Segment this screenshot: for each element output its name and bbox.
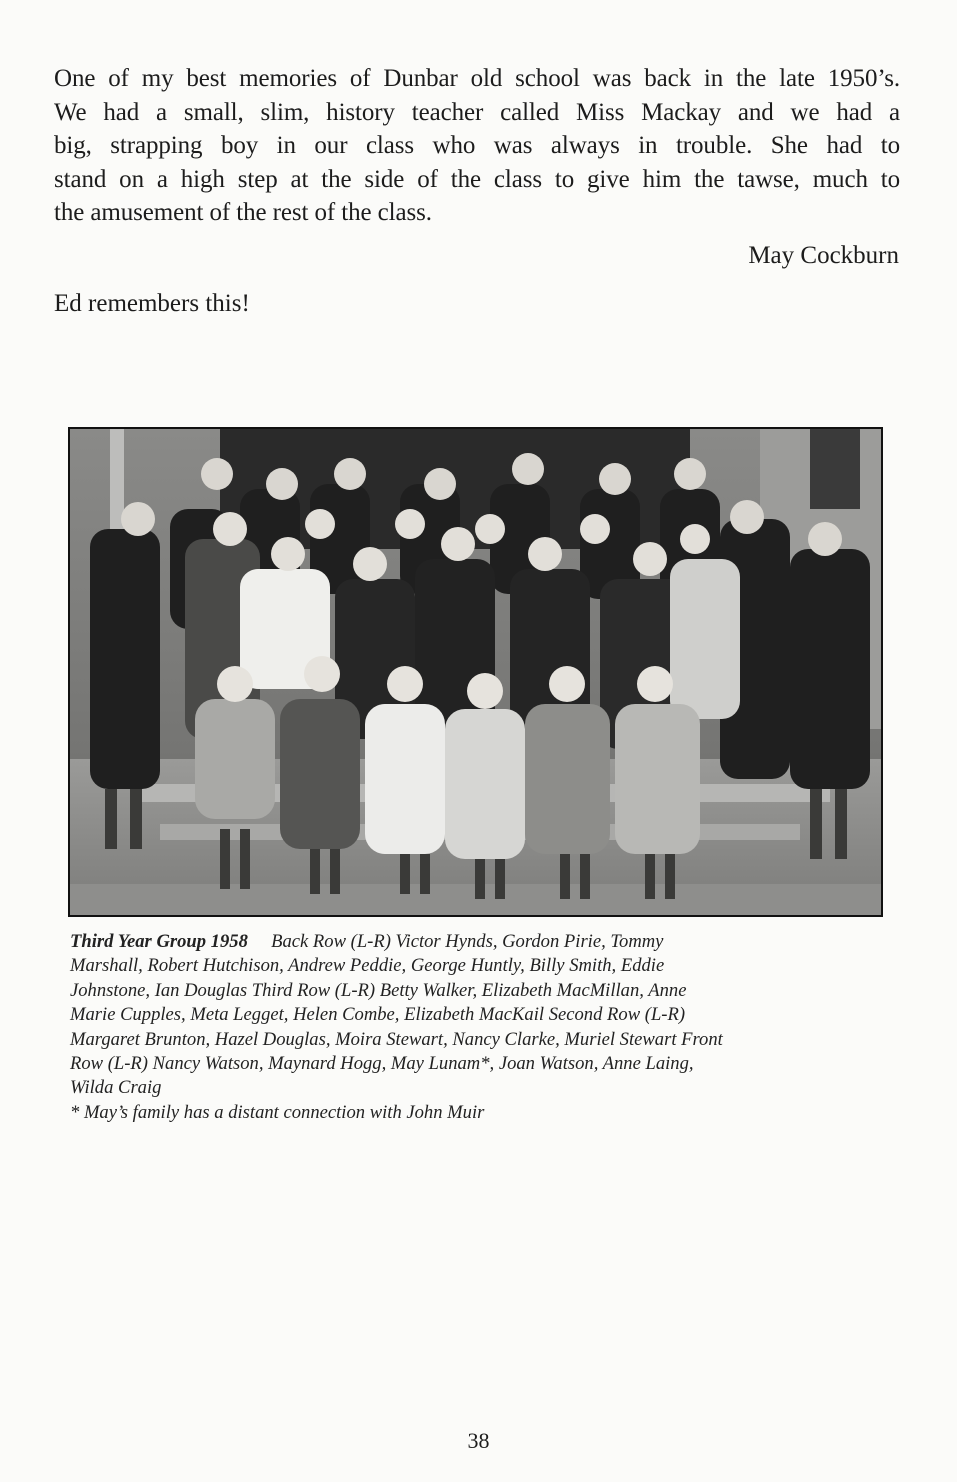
memory-line: We had a small, slim, history teacher called Miss Mackay and we had a (54, 98, 900, 126)
photo-illustration (70, 429, 881, 915)
page-number: 38 (467, 1428, 490, 1453)
author-signature: May Cockburn (748, 242, 899, 269)
memory-line: stand on a high step at the side of the class to give him the tawse, much to (54, 165, 900, 193)
memory-line: One of my best memories of Dunbar old school was back in the late 1950’s. (54, 65, 900, 92)
caption-line (70, 930, 882, 954)
caption-footnote: * May’s family has a distant connection with John Muir (70, 1101, 485, 1123)
caption-line: Margaret Brunton, Hazel Douglas, Moira Stewart, Nancy Clarke, Muriel Stewart Front (70, 1028, 723, 1050)
caption-line: Marshall, Robert Hutchison, Andrew Peddie, George Huntly, Billy Smith, Eddie (70, 955, 665, 977)
editor-note: Ed remembers this! (54, 290, 250, 317)
caption-text: Back Row (L-R) Victor Hynds, Gordon Pirie, Tommy (271, 931, 664, 952)
memory-paragraph (54, 62, 900, 230)
caption-line: Row (L-R) Nancy Watson, Maynard Hogg, May Lunam*, Joan Watson, Anne Laing, (70, 1053, 694, 1075)
memory-line: the amusement of the rest of the class. (54, 199, 432, 226)
caption-line: Wilda Craig (70, 1077, 162, 1099)
memory-line: big, strapping boy in our class who was always in trouble. She had to (54, 132, 900, 159)
class-group-photograph (68, 427, 883, 917)
caption-title: Third Year Group 1958 (70, 931, 248, 952)
photo-caption (70, 930, 882, 1125)
caption-line: Johnstone, Ian Douglas Third Row (L-R) Betty Walker, Elizabeth MacMillan, Anne (70, 979, 687, 1001)
caption-line: Marie Cupples, Meta Legget, Helen Combe, Elizabeth MacKail Second Row (L-R) (70, 1004, 686, 1026)
